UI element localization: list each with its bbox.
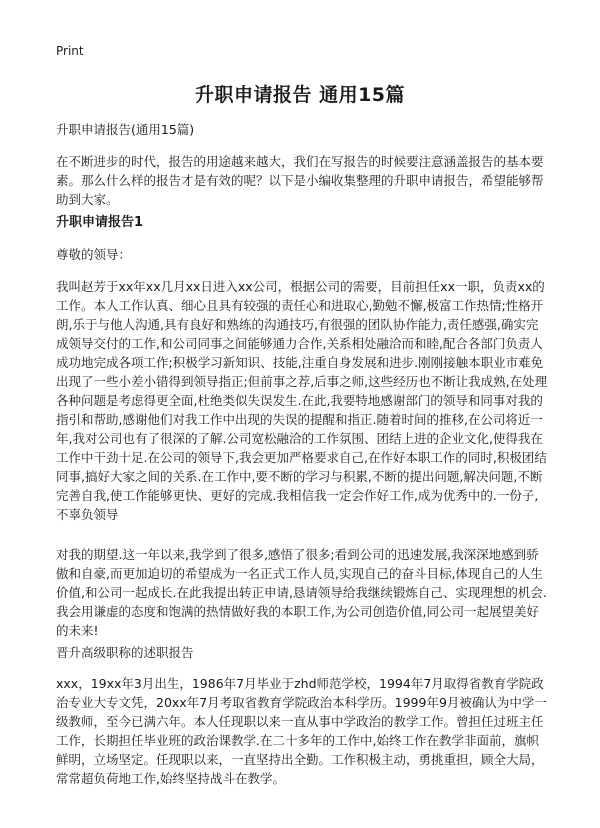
intro-paragraph: 在不断进步的时代，报告的用途越来越大，我们在写报告的时候要注意涵盖报告的基本要素。那么什么样的报告才是有效的呢？以下是小编收集整理的升职申请报告，希望能够帮助到大家。	[56, 154, 544, 207]
section1-heading: 升职申请报告1	[56, 215, 144, 230]
subtitle: 升职申请报告(通用15篇)	[56, 122, 195, 137]
greeting: 尊敬的领导：	[56, 247, 132, 262]
body-paragraph-3: xxx，19xx年3月出生，1986年7月毕业于zhd师范学校，1994年7月取得省教育学院政治专业大专文凭，20xx年7月考取省教育学院政治本科学历。1999年9月被确认为中学一级教师，至今已满六年。本人任现职以来一直从事中学政治的教学工作。曾担任过班主任工作，长期担任毕业班的政治课教学.在二十多年的工作中,始终工作在教学非面前，旗帜鲜明，立场坚定。任现职以来，一直坚持出全勤。工作积极主动，勇挑重担，顾全大局，常常超负荷地工作,始终坚持战斗在教学。	[56, 676, 547, 786]
section2-heading: 晋升高级职称的述职报告	[56, 645, 194, 660]
print-link[interactable]: Print	[56, 44, 84, 58]
page-title: 升职申请报告 通用15篇	[194, 84, 406, 106]
body-paragraph-1: 我叫赵芳于xx年xx几月xx日进入xx公司，根据公司的需要，目前担任xx一职，负责xx的工作。本人工作认真、细心且具有较强的责任心和进取心,勤勉不懈,极富工作热情;性格开朗,乐于与他人沟通,具有良好和熟练的沟通技巧,有很强的团队协作能力,责任感强,确实完成领导交付的工作,和公司同事之间能够通力合作,关系相处融洽而和睦,配合各部门负责人成功地完成各项工作;积极学习新知识、技能,注重自身发展和进步.刚刚接触本职业市难免出现了一些小差小错得到领导指正;但前事之荐,后事之师,这些经历也不断让我成熟,在处理各种问题是考虑得更全面,杜绝类似失误发生.在此,我要特地感谢部门的领导和同事对我的指引和帮助,感谢他们对我工作中出现的失误的提醒和指正.随着时间的推移,在公司将近一年,我对公司也有了很深的了解.公司宽松融洽的工作氛围、团结上进的企业文化,使得我在工作中干劲十足.在公司的领导下,我会更加严格要求自己,在作好本职工作的同时,积极团结同事,搞好大家之间的关系.在工作中,要不断的学习与积累,不断的提出问题,解决问题,不断完善自我,使工作能够更快、更好的完成.我相信我一定会作好工作,成为优秀中的.一份子,不辜负领导	[56, 279, 548, 522]
body-paragraph-2: 对我的期望.这一年以来,我学到了很多,感悟了很多;看到公司的迅速发展,我深深地感到骄傲和自豪,而更加迫切的希望成为一名正式工作人员,实现自己的奋斗目标,体现自己的人生价值,和公司一起成长.在此我提出转正申请,恳请领导给我继续锻炼自己、实现理想的机会.我会用谦虚的态度和饱满的热情做好我的本职工作,为公司创造价值,同公司一起展望美好的未来!	[56, 547, 547, 638]
